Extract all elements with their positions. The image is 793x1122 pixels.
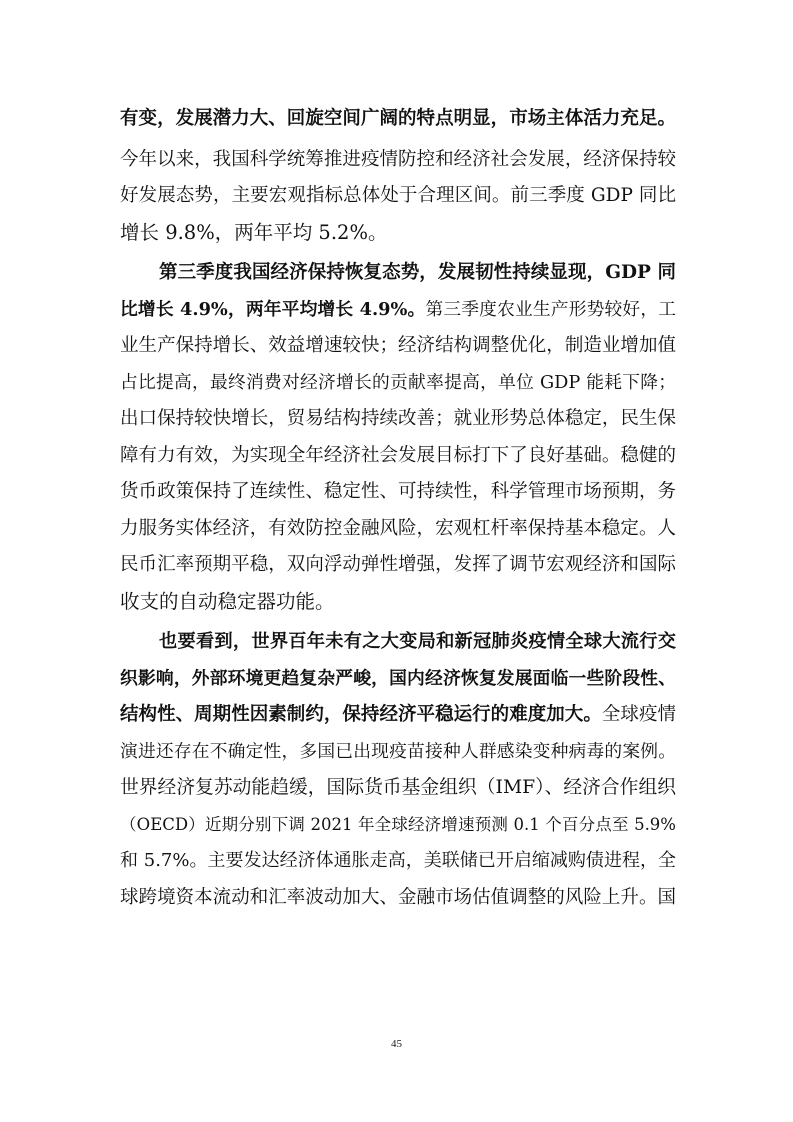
text-line — [120, 292, 676, 329]
bold-text: 比增长 4.9%，两年平均增长 4.9%。 — [120, 298, 426, 320]
text-line: 也要看到，世界百年未有之大变局和新冠肺炎疫情全球大流行交 — [159, 631, 676, 652]
regular-text: 全球疫情 — [601, 704, 676, 725]
text-line: 第三季度我国经济保持恢复态势，发展韧性持续显现，GDP 同 — [159, 262, 676, 283]
text-line: 演进还存在不确定性，多国已出现疫苗接种人群感染变种病毒的案例。 — [120, 741, 676, 762]
text-line: 占比提高，最终消费对经济增长的贡献率提高，单位 GDP 能耗下降； — [120, 372, 676, 393]
text-line: 有变，发展潜力大、回旋空间广阔的特点明显，市场主体活力充足。 — [120, 108, 676, 129]
text-line: 货币政策保持了连续性、稳定性、可持续性，科学管理市场预期，务 — [120, 481, 676, 502]
text-line: 球跨境资本流动和汇率波动加大、金融市场估值调整的风险上升。国 — [120, 886, 676, 908]
body-text — [120, 101, 676, 916]
text-line: 好发展态势，主要宏观指标总体处于合理区间。前三季度 GDP 同比 — [120, 185, 676, 206]
text-line: 业生产保持增长、效益增速较快；经济结构调整优化，制造业增加值 — [120, 335, 676, 356]
text-line: 出口保持较快增长，贸易结构持续改善；就业形势总体稳定，民生保 — [120, 408, 676, 429]
text-line — [120, 697, 676, 734]
text-line: 世界经济复苏动能趋缓，国际货币基金组织（IMF）、经济合作组织 — [120, 777, 676, 798]
regular-text: 第三季度农业生产形势较好，工 — [425, 299, 676, 320]
text-line: 今年以来，我国科学统筹推进疫情防控和经济社会发展，经济保持较 — [120, 148, 676, 170]
text-line: 和 5.7%。主要发达经济体通胀走高，美联储已开启缩减购债进程，全 — [120, 850, 676, 871]
page-number: 45 — [391, 1038, 402, 1050]
text-line: （OECD）近期分别下调 2021 年全球经济增速预测 0.1 个百分点至 5.9% — [120, 814, 676, 834]
text-line: 民币汇率预期平稳，双向浮动弹性增强，发挥了调节宏观经济和国际 — [120, 554, 676, 575]
text-line: 力服务实体经济，有效防控金融风险，宏观杠杆率保持基本稳定。人 — [120, 517, 676, 539]
text-line: 收支的自动稳定器功能。 — [120, 589, 335, 613]
bold-text: 结构性、周期性因素制约，保持经济平稳运行的难度加大。 — [120, 704, 602, 725]
text-line: 增长 9.8%，两年平均 5.2%。 — [120, 220, 388, 244]
text-line: 障有力有效，为实现全年经济社会发展目标打下了良好基础。稳健的 — [120, 444, 676, 466]
text-line: 织影响，外部环境更趋复杂严峻，国内经济恢复发展面临一些阶段性、 — [120, 667, 676, 689]
